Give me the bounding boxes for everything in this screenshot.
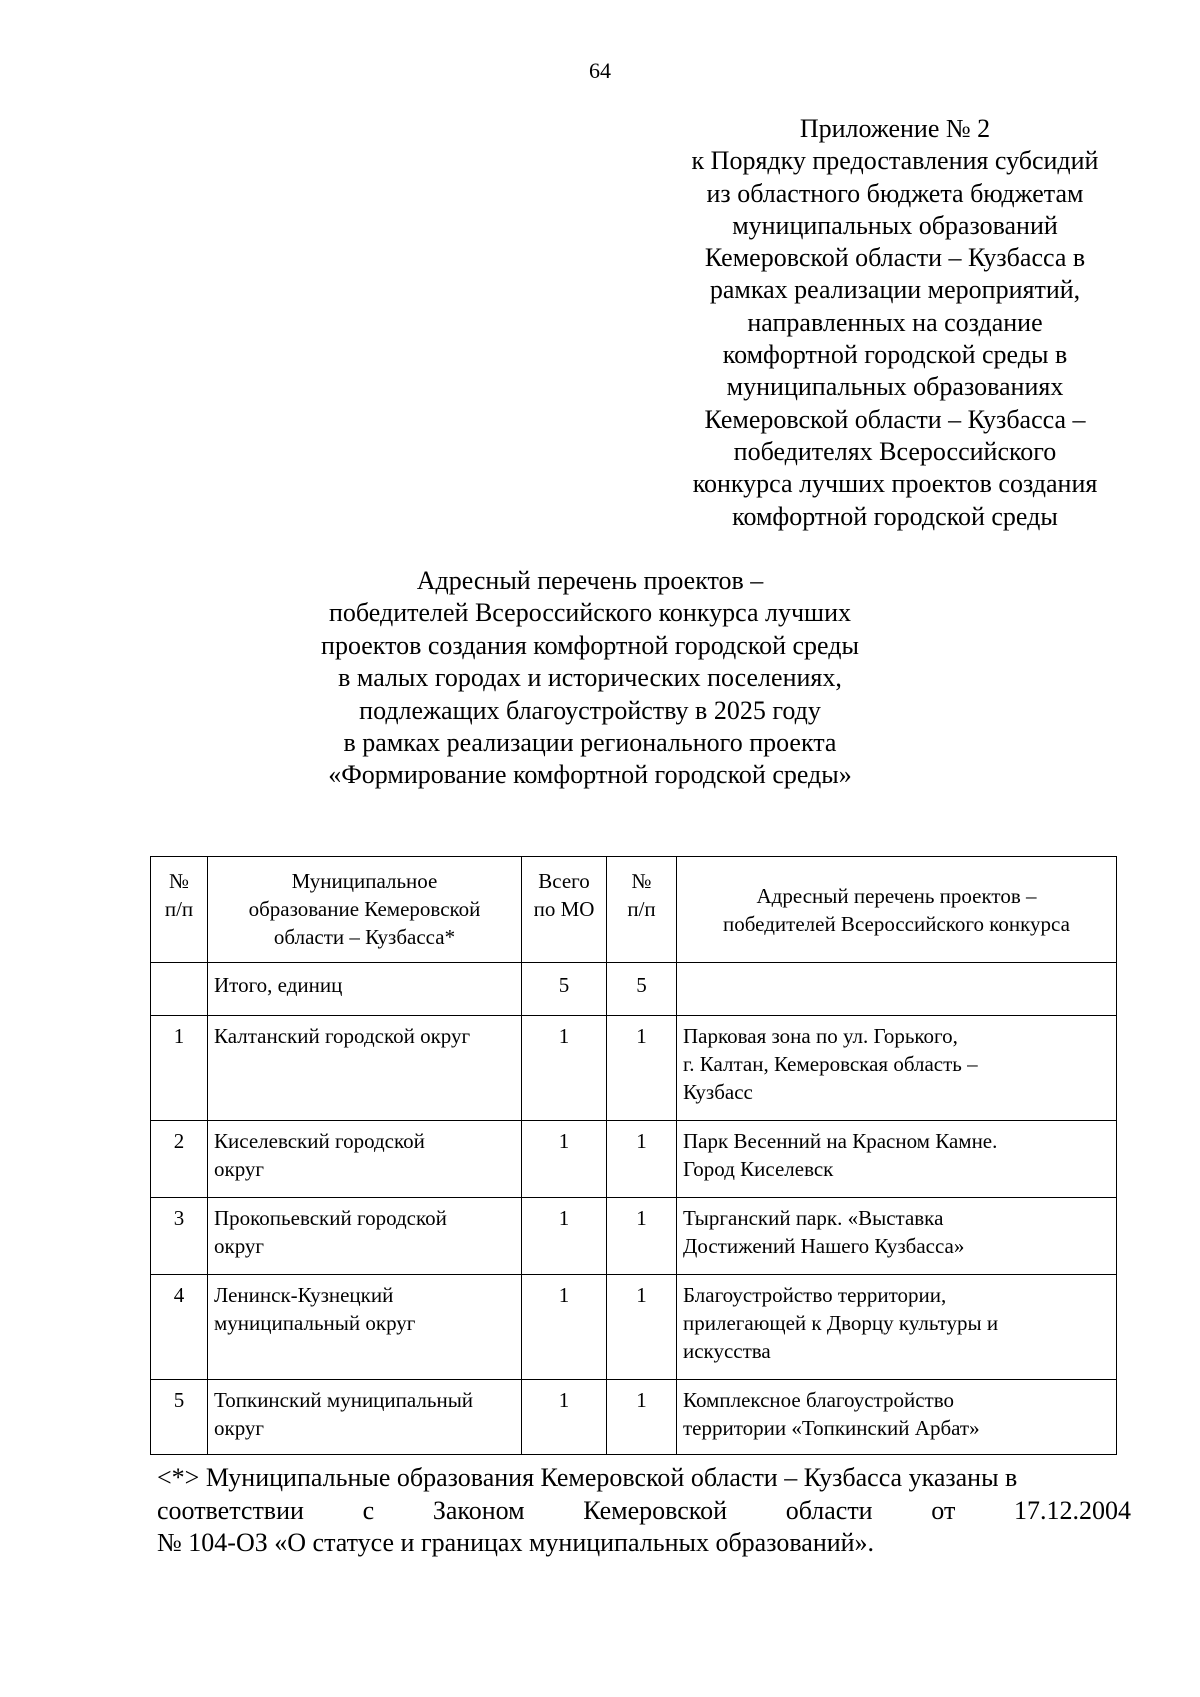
appendix-line: рамках реализации мероприятий, xyxy=(709,275,1081,305)
title-line: проектов создания комфортной городской среды xyxy=(321,630,859,660)
appendix-line: конкурса лучших проектов создания xyxy=(692,469,1098,499)
appendix-line: муниципальных образований xyxy=(732,210,1058,240)
footnote-word: Законом xyxy=(432,1495,525,1525)
cell-num2: 1 xyxy=(607,1016,677,1121)
cell-num2: 1 xyxy=(607,1121,677,1198)
cell-municipality: Итого, единиц xyxy=(208,963,522,1016)
footnote-line: № 104-ОЗ «О статусе и границах муниципальных образований». xyxy=(157,1528,875,1557)
footnote-word: от xyxy=(931,1495,956,1525)
cell-num: 3 xyxy=(151,1198,208,1275)
appendix-line: Приложение № 2 xyxy=(799,114,991,143)
title-line: в малых городах и исторических поселениях, xyxy=(338,663,842,693)
cell-municipality: Ленинск-Кузнецкий муниципальный округ xyxy=(208,1275,522,1380)
appendix-line: к Порядку предоставления субсидий xyxy=(691,146,1099,176)
cell-address xyxy=(677,963,1117,1016)
header-address: Адресный перечень проектов – победителей Всероссийского конкурса xyxy=(677,857,1117,963)
page-number: 64 xyxy=(589,58,611,83)
cell-num2: 1 xyxy=(607,1275,677,1380)
footnote-word: 17.12.2004 xyxy=(1013,1495,1131,1525)
table-row xyxy=(151,1121,1117,1198)
header-municipality: Муниципальное образование Кемеровской области – Кузбасса* xyxy=(208,857,522,963)
document-title xyxy=(260,565,920,792)
cell-total: 1 xyxy=(522,1121,607,1198)
appendix-line: Кемеровской области – Кузбасса – xyxy=(704,404,1086,434)
cell-municipality: Калтанский городской округ xyxy=(208,1016,522,1121)
table-header-row xyxy=(151,857,1117,963)
cell-address: Тырганский парк. «Выставка Достижений Нашего Кузбасса» xyxy=(677,1198,1117,1275)
appendix-line: направленных на создание xyxy=(747,307,1043,337)
cell-num: 4 xyxy=(151,1275,208,1380)
appendix-heading xyxy=(660,113,1130,533)
cell-total: 1 xyxy=(522,1275,607,1380)
appendix-line: комфортной городской среды в xyxy=(722,340,1068,370)
title-line: подлежащих благоустройству в 2025 году xyxy=(359,695,821,725)
cell-municipality: Киселевский городской округ xyxy=(208,1121,522,1198)
cell-address: Парковая зона по ул. Горького, г. Калтан, Кемеровская область – Кузбасс xyxy=(677,1016,1117,1121)
cell-total: 1 xyxy=(522,1380,607,1455)
table-row xyxy=(151,1016,1117,1121)
table-total-row xyxy=(151,963,1117,1016)
cell-num: 5 xyxy=(151,1380,208,1455)
cell-num: 2 xyxy=(151,1121,208,1198)
title-line: в рамках реализации регионального проекта xyxy=(343,728,837,758)
footnote-word: области xyxy=(785,1495,873,1525)
appendix-line: муниципальных образованиях xyxy=(726,372,1064,402)
header-num2: № п/п xyxy=(607,857,677,963)
footnote-word: с xyxy=(362,1495,375,1525)
header-num: № п/п xyxy=(151,857,208,963)
title-line: победителей Всероссийского конкурса лучших xyxy=(328,598,851,628)
table-row xyxy=(151,1380,1117,1455)
cell-num: 1 xyxy=(151,1016,208,1121)
appendix-line: из областного бюджета бюджетам xyxy=(706,178,1084,208)
appendix-line: комфортной городской среды xyxy=(732,501,1058,531)
cell-municipality: Прокопьевский городской округ xyxy=(208,1198,522,1275)
table-row xyxy=(151,1275,1117,1380)
footnote-line: <*> Муниципальные образования Кемеровской области – Кузбасса указаны в xyxy=(157,1463,1018,1492)
cell-total: 1 xyxy=(522,1198,607,1275)
footnote xyxy=(157,1462,1131,1560)
cell-address: Парк Весенний на Красном Камне. Город Киселевск xyxy=(677,1121,1117,1198)
projects-table xyxy=(150,856,1117,1455)
title-line: Адресный перечень проектов – xyxy=(416,566,764,595)
footnote-word: соответствии xyxy=(157,1495,304,1525)
cell-total: 1 xyxy=(522,1016,607,1121)
cell-municipality: Топкинский муниципальный округ xyxy=(208,1380,522,1455)
footnote-line-justified xyxy=(157,1495,1131,1528)
cell-num2: 5 xyxy=(607,963,677,1016)
appendix-line: победителях Всероссийского xyxy=(733,436,1057,466)
cell-num2: 1 xyxy=(607,1380,677,1455)
cell-address: Благоустройство территории, прилегающей к Дворцу культуры и искусства xyxy=(677,1275,1117,1380)
footnote-word: Кемеровской xyxy=(583,1495,728,1525)
cell-num2: 1 xyxy=(607,1198,677,1275)
cell-address: Комплексное благоустройство территории «Топкинский Арбат» xyxy=(677,1380,1117,1455)
cell-num xyxy=(151,963,208,1016)
cell-total: 5 xyxy=(522,963,607,1016)
table-row xyxy=(151,1198,1117,1275)
appendix-line: Кемеровской области – Кузбасса в xyxy=(704,243,1086,273)
header-total: Всего по МО xyxy=(522,857,607,963)
title-line: «Формирование комфортной городской среды» xyxy=(328,760,852,790)
